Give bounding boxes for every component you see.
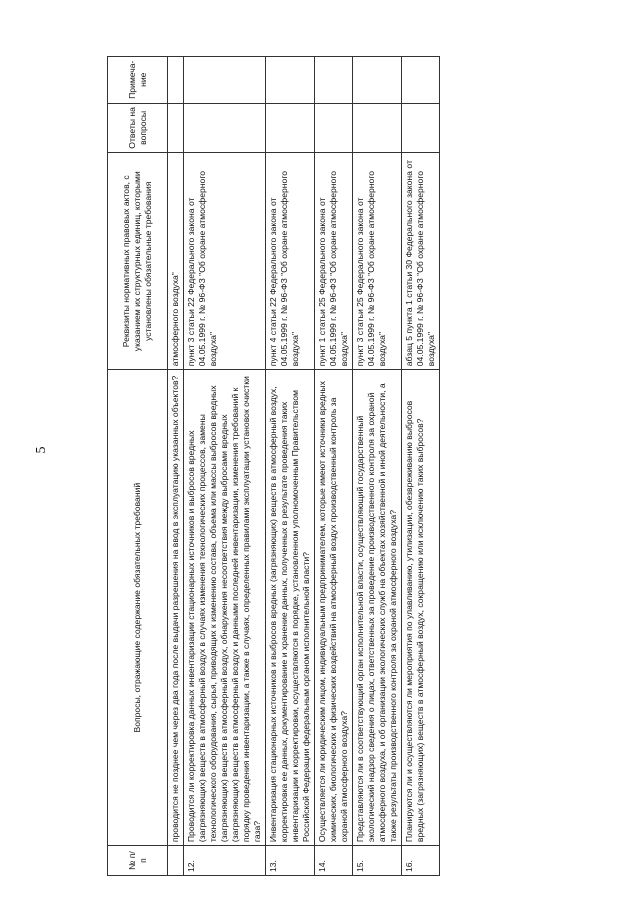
row-number: 16. [402,846,440,876]
requirements-table [107,56,440,876]
table-body [168,57,440,876]
row-requisites: пункт 1 статьи 25 Федерального закона от 04.05.1999 г. № 96-ФЗ "Об охране атмосферного воздуха" [315,153,353,370]
row-note-cell[interactable] [402,57,440,104]
row-requisites: атмосферного воздуха" [168,153,184,370]
header-notes: Примеча-ние [108,57,168,104]
row-answer-cell[interactable] [184,103,266,153]
row-question: Проводится ли корректировка данных инвентаризации стационарных источников и выбросов вредных (загрязняющих) веществ в атмосферный воздух в случаях изменения технологических процессов, замены технологического оборудования, сырья, приводящих к изменению состава, объема или массы выбросов вредных (загрязняющих) веществ в атмосферный воздух, обнаружения несоответствия между выбросами вредных (загрязняющих) веществ в атмосферный воздух и данными последней инвентаризации, изменения требований к порядку проведения инвентаризации, а также в случаях, определенных правилами эксплуатации установок очистки газа? [184,370,266,846]
row-number: 15. [353,846,402,876]
row-answer-cell[interactable] [402,103,440,153]
row-answer-cell[interactable] [266,103,315,153]
row-question: Осуществляется ли юридическим лицом, индивидуальным предпринимателем, которые имеют источники вредных химических, биологических и физических воздействий на атмосферный воздух производственный контроль за охраной атмосферного воздуха? [315,370,353,846]
row-question: проводится не позднее чем через два года после выдачи разрешения на ввод в эксплуатацию указанных объектов? [168,370,184,846]
table-row [266,57,315,876]
row-answer-cell[interactable] [315,103,353,153]
rotated-table-container [107,56,619,876]
header-question: Вопросы, отражающие содержание обязательных требований [108,370,168,846]
row-question: Инвентаризация стационарных источников и выбросов вредных (загрязняющих) веществ в атмосферный воздух, корректировка ее данных, документирование и хранение данных, полученных в результате проведения таких инвентаризации и корректировки, осуществляются в порядке, установленном уполномоченным Правительством Российской Федерации федеральным органом исполнительной власти? [266,370,315,846]
row-number: 13. [266,846,315,876]
row-number: 14. [315,846,353,876]
row-note-cell[interactable] [266,57,315,104]
row-requisites: пункт 4 статьи 22 Федерального закона от 04.05.1999 г. № 96-ФЗ "Об охране атмосферного воздуха" [266,153,315,370]
row-answer-cell[interactable] [168,103,184,153]
row-question: Представляются ли в соответствующий орган исполнительной власти, осуществляющий государственный экологический надзор сведения о лицах, ответственных за проведение производственного контроля за охраной атмосферного воздуха, и об организации экологических служб на объектах хозяйственной и иной деятельности, а также результаты производственного контроля за охраной атмосферного воздуха? [353,370,402,846]
header-num: № п/п [108,846,168,876]
table-row [402,57,440,876]
row-note-cell[interactable] [168,57,184,104]
row-requisites: абзац 5 пункта 1 статьи 30 Федерального закона от 04.05.1999 г. № 96-ФЗ "Об охране атмосферного воздуха" [402,153,440,370]
row-answer-cell[interactable] [353,103,402,153]
row-note-cell[interactable] [184,57,266,104]
row-question: Планируются ли и осуществляются ли мероприятия по улавливанию, утилизации, обезвреживанию выбросов вредных (загрязняющих) веществ в атмосферный воздух, сокращению или исключению таких выбросов? [402,370,440,846]
header-requisites: Реквизиты нормативных правовых актов, с указанием их структурных единиц, которыми установлены обязательные требования [108,153,168,370]
header-answers: Ответы на вопросы [108,103,168,153]
table-row [315,57,353,876]
table-row [184,57,266,876]
table-header [108,57,168,876]
row-requisites: пункт 3 статьи 25 Федерального закона от 04.05.1999 г. № 96-ФЗ "Об охране атмосферного воздуха" [353,153,402,370]
table-row [353,57,402,876]
row-number: 12. [184,846,266,876]
table-row [168,57,184,876]
row-note-cell[interactable] [353,57,402,104]
row-number [168,846,184,876]
row-note-cell[interactable] [315,57,353,104]
page-number: 5 [34,446,49,454]
row-requisites: пункт 3 статьи 22 Федерального закона от 04.05.1999 г. № 96-ФЗ "Об охране атмосферного воздуха" [184,153,266,370]
header-row [108,57,168,876]
